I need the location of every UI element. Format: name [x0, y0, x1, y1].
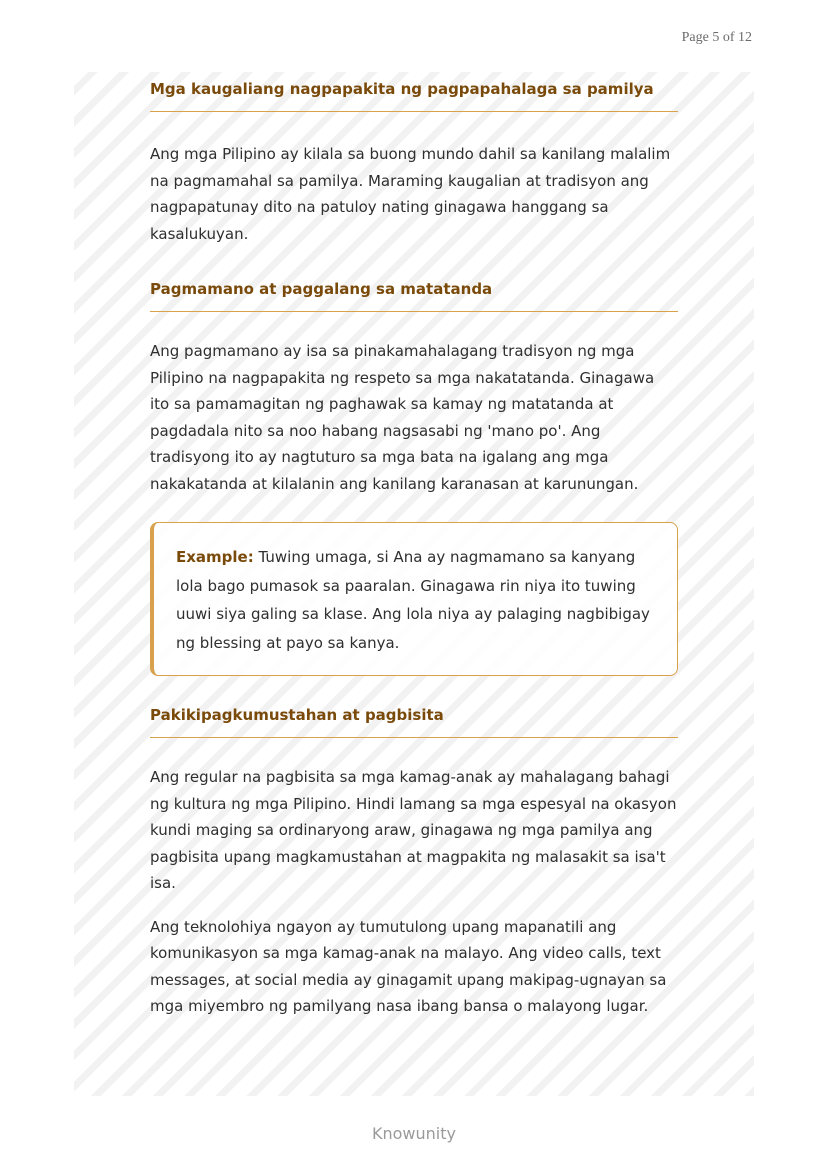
- section-heading-pamilya: Mga kaugaliang nagpapakita ng pagpapahalaga sa pamilya: [150, 78, 678, 112]
- example-text: [176, 543, 655, 657]
- footer-brand: Knowunity: [372, 1124, 456, 1143]
- paragraph-intro: Ang mga Pilipino ay kilala sa buong mundo dahil sa kanilang malalim na pagmamahal sa pamilya. Maraming kaugalian at tradisyon ang nagpapatunay dito na patuloy nating ginagawa hanggang sa kasalukuyan.: [150, 145, 671, 243]
- document-content: [150, 78, 678, 1020]
- paragraph-pagmamano: Ang pagmamano ay isa sa pinakamahalagang tradisyon ng mga Pilipino na nagpapakita ng respeto sa mga nakatatanda. Ginagawa ito sa pamamagitan ng paghawak sa kamay ng matatanda at pagdadala nito sa noo habang nagsasabi ng 'mano po'. Ang tradisyong ito ay nagtuturo sa mga bata na igalang ang mga nakakatanda at kilalanin ang kanilang karanasan at karunungan.: [150, 342, 655, 493]
- section-heading-pagbisita: Pakikipagkumustahan at pagbisita: [150, 704, 678, 738]
- example-body: Tuwing umaga, si Ana ay nagmamano sa kanyang lola bago pumasok sa paaralan. Ginagawa rin niya ito tuwing uuwi siya galing sa klase. Ang lola niya ay palaging nagbibigay ng blessing at payo sa kanya.: [176, 548, 650, 652]
- paragraph-pagbisita: Ang regular na pagbisita sa mga kamag-anak ay mahalagang bahagi ng kultura ng mga Pilipino. Hindi lamang sa mga espesyal na okasyon kundi maging sa ordinaryong araw, ginagawa ng mga pamilya ang pagbisita upang magkamustahan at magpakita ng malasakit sa isa't isa.: [150, 768, 677, 892]
- paragraph-teknolohiya: Ang teknolohiya ngayon ay tumutulong upang mapanatili ang komunikasyon sa mga kamag-anak na malayo. Ang video calls, text messages, at social media ay ginagamit upang makipag-ugnayan sa mga miyembro ng pamilyang nasa ibang bansa o malayong lugar.: [150, 917, 667, 1015]
- example-label: Example:: [176, 548, 254, 566]
- page-number: Page 5 of 12: [681, 30, 752, 45]
- section-heading-pagmamano: Pagmamano at paggalang sa matatanda: [150, 278, 678, 312]
- example-callout: [150, 522, 678, 676]
